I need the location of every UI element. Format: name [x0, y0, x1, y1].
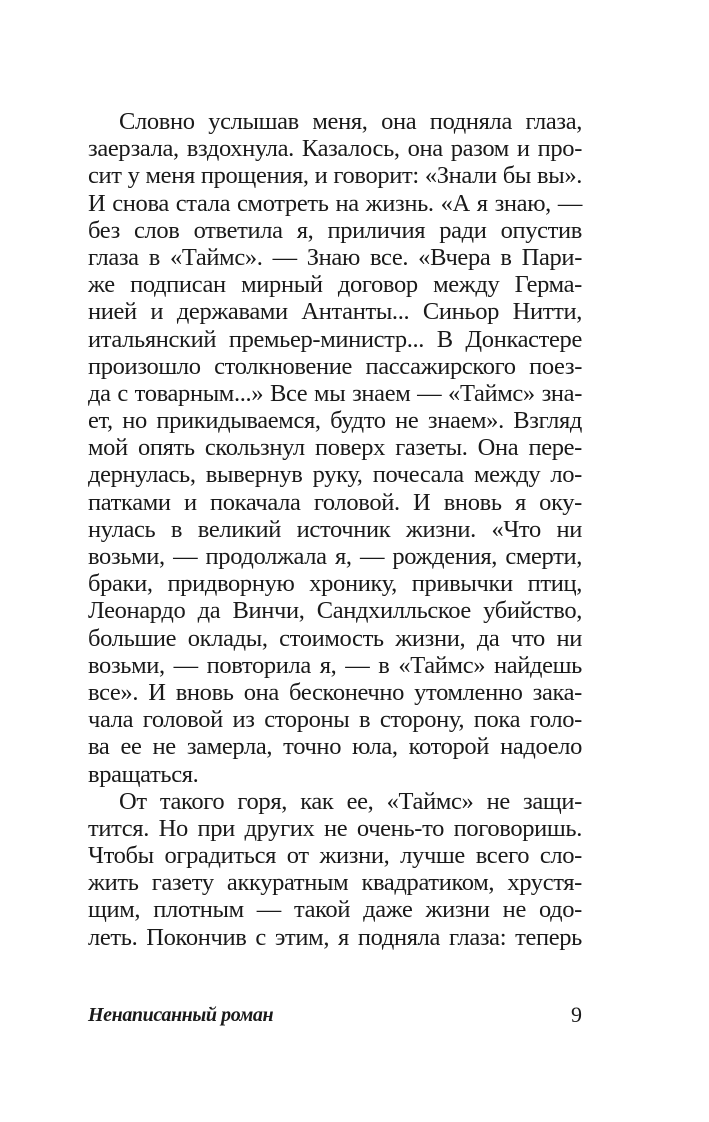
text-line: нией и державами Антанты... Синьор Нитти, — [88, 298, 582, 326]
text-line: сит у меня прощения, и говорит: «Знали бы вы». — [88, 162, 582, 190]
text-line: без слов ответила я, приличия ради опустив — [88, 216, 582, 244]
text-line: произошло столкновение пассажирского поез- — [88, 352, 582, 380]
text-line: ет, но прикидываемся, будто не знаем». Взгляд — [88, 407, 582, 435]
text-line: От такого горя, как ее, «Таймс» не защи- — [119, 787, 582, 815]
text-line: ва ее не замерла, точно юла, которой надоело — [88, 733, 582, 761]
text-line: Леонардо да Винчи, Сандхилльское убийство, — [88, 597, 582, 625]
text-line: чала головой из стороны в сторону, пока голо- — [88, 706, 582, 734]
text-line: Словно услышав меня, она подняла глаза, — [119, 108, 582, 135]
text-line: патками и покачала головой. И вновь я оку- — [88, 488, 582, 516]
text-line: Чтобы оградиться от жизни, лучше всего сло- — [88, 842, 582, 870]
running-title: Ненаписанный роман — [88, 1004, 274, 1026]
text-line: И снова стала смотреть на жизнь. «А я знаю, — — [88, 189, 582, 217]
text-line: леть. Покончив с этим, я подняла глаза: теперь — [88, 923, 582, 951]
text-line: возьми, — повторила я, — в «Таймс» найдешь — [88, 651, 582, 679]
text-line: да с товарным...» Все мы знаем — «Таймс» зна- — [88, 379, 582, 407]
text-line: возьми, — продолжала я, — рождения, смерти, — [88, 543, 582, 570]
text-line: жить газету аккуратным квадратиком, хрустя- — [88, 869, 582, 897]
page-footer — [88, 1000, 582, 1030]
text-line: заерзала, вздохнула. Казалось, она разом и про- — [88, 135, 582, 163]
text-line: итальянский премьер-министр... В Донкастере — [88, 325, 582, 353]
text-line: щим, плотным — такой даже жизни не одо- — [88, 896, 582, 924]
text-line: же подписан мирный договор между Герма- — [88, 271, 582, 299]
text-line: большие оклады, стоимость жизни, да что ни — [88, 624, 582, 652]
text-line: браки, придворную хронику, привычки птиц, — [88, 570, 582, 598]
body-text — [88, 108, 582, 951]
text-line: все». И вновь она бесконечно утомленно зака- — [88, 678, 582, 706]
text-line: нулась в великий источник жизни. «Что ни — [88, 515, 582, 543]
text-line: вращаться. — [88, 760, 199, 788]
text-line: глаза в «Таймс». — Знаю все. «Вчера в Пари- — [88, 243, 582, 271]
page-number: 9 — [571, 1002, 582, 1027]
text-line: дернулась, вывернув руку, почесала между ло- — [88, 461, 582, 489]
text-line: мой опять скользнул поверх газеты. Она пере- — [88, 434, 582, 462]
text-line: тится. Но при других не очень-то поговоришь. — [88, 814, 582, 842]
